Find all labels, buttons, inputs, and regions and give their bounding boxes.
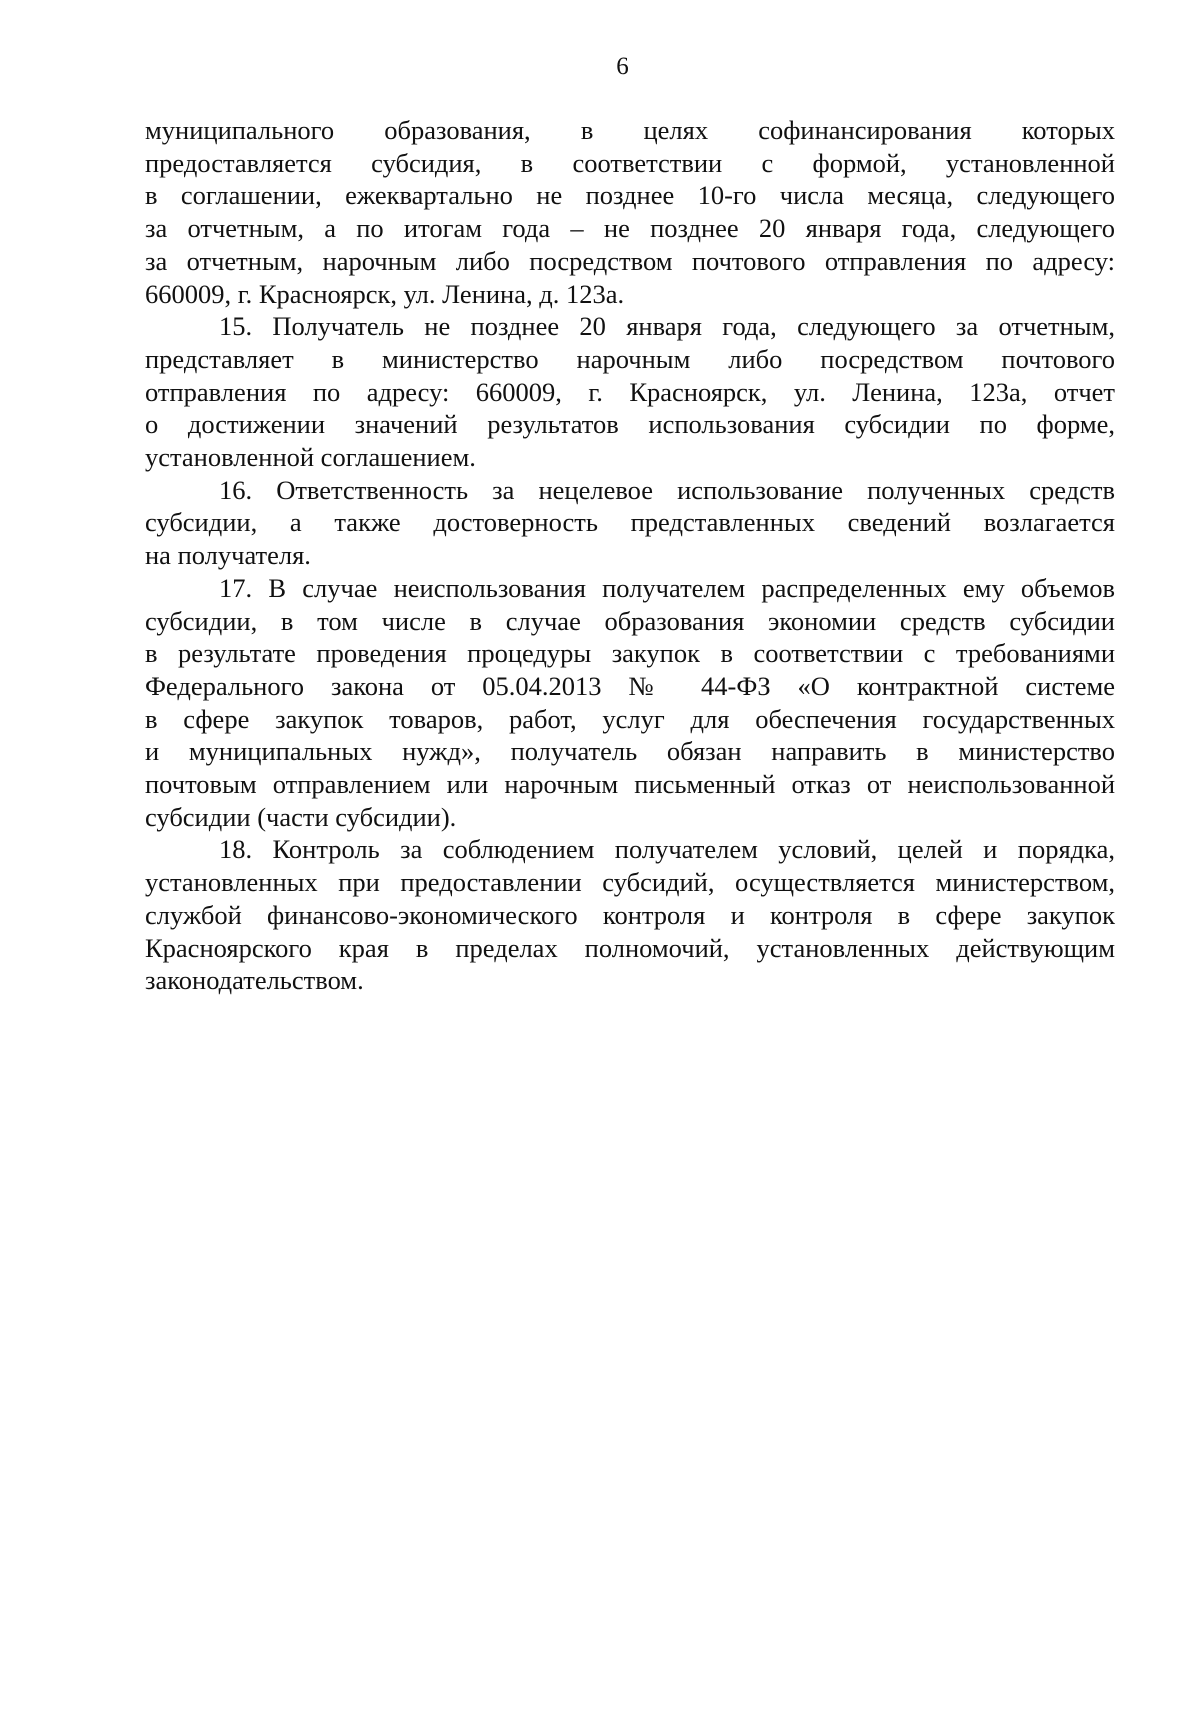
- text-line: муниципального образования, в целях софинансирования которых: [145, 115, 1115, 145]
- text-line: за отчетным, нарочным либо посредством почтового отправления по адресу:: [145, 245, 1115, 276]
- paragraph-18: [145, 833, 1115, 997]
- text-line: Красноярского края в пределах полномочий, установленных действующим: [145, 932, 1115, 963]
- text-line: 15. Получатель не позднее 20 января года, следующего за отчетным,: [219, 311, 1115, 342]
- text-line: в соглашении, ежеквартально не позднее 10-го числа месяца, следующего: [145, 180, 1115, 211]
- text-line: на получателя.: [145, 540, 311, 571]
- paragraph-15: [145, 310, 1115, 474]
- text-line: субсидии, а также достоверность представленных сведений возлагается: [145, 507, 1115, 538]
- text-line: в результате проведения процедуры закупок в соответствии с требованиями: [145, 638, 1115, 669]
- text-line: службой финансово-экономического контроля и контроля в сфере закупок: [145, 899, 1115, 930]
- text-line: и муниципальных нужд», получатель обязан направить в министерство: [145, 736, 1115, 767]
- page-number: 6: [616, 53, 629, 80]
- text-line: субсидии, в том числе в случае образования экономии средств субсидии: [145, 605, 1115, 636]
- text-line: законодательством.: [145, 965, 364, 996]
- paragraph-17: [145, 572, 1115, 834]
- text-line: установленной соглашением.: [145, 442, 476, 473]
- text-line: в сфере закупок товаров, работ, услуг для обеспечения государственных: [145, 703, 1115, 734]
- text-line: за отчетным, а по итогам года – не позднее 20 января года, следующего: [145, 213, 1115, 244]
- text-line: почтовым отправлением или нарочным письменный отказ от неиспользованной: [145, 769, 1115, 800]
- text-line: установленных при предоставлении субсидий, осуществляется министерством,: [145, 867, 1115, 898]
- text-line: отправления по адресу: 660009, г. Красноярск, ул. Ленина, 123а, отчет: [145, 376, 1115, 407]
- paragraph-16: [145, 474, 1115, 572]
- text-line: 18. Контроль за соблюдением получателем условий, целей и порядка,: [219, 834, 1115, 865]
- paragraph-continuation: [145, 114, 1115, 310]
- text-line: о достижении значений результатов использования субсидии по форме,: [145, 409, 1115, 440]
- text-line: субсидии (части субсидии).: [145, 801, 457, 832]
- text-line: представляет в министерство нарочным либо посредством почтового: [145, 343, 1115, 374]
- text-line: Федерального закона от 05.04.2013 № 44-ФЗ «О контрактной системе: [145, 670, 1115, 701]
- text-line: 17. В случае неиспользования получателем распределенных ему объемов: [219, 572, 1115, 603]
- document-body: [145, 114, 1115, 997]
- text-line: 16. Ответственность за нецелевое использование полученных средств: [219, 474, 1115, 505]
- text-line: предоставляется субсидия, в соответствии с формой, установленной: [145, 147, 1115, 178]
- text-line: 660009, г. Красноярск, ул. Ленина, д. 123а.: [145, 278, 625, 309]
